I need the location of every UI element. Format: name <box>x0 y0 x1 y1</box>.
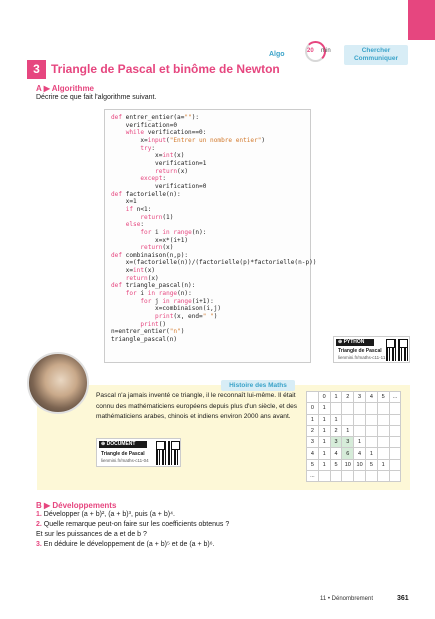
history-tag: Histoire des Maths <box>221 380 295 391</box>
pascal-portrait <box>27 352 89 414</box>
code-line <box>111 298 310 306</box>
code-token: ( <box>166 136 170 144</box>
code-line <box>111 313 310 321</box>
table-row <box>307 471 401 482</box>
table-cell: 1 <box>318 425 330 436</box>
code-token: verification=1 <box>111 159 207 167</box>
timer-value: 20 <box>307 48 314 54</box>
code-token: (x) <box>177 167 189 175</box>
code-token: return <box>125 274 148 282</box>
code-token <box>111 229 140 236</box>
question-3-text: En déduire le développement de (a + b)⁵ et de (a + b)⁶. <box>43 541 215 548</box>
table-cell: 6 <box>342 448 354 459</box>
python-link-title: Triangle de Pascal <box>338 348 382 354</box>
table-cell <box>377 448 389 459</box>
code-token: verification=0 <box>111 182 207 190</box>
table-cell <box>377 471 389 482</box>
table-cell <box>377 414 389 425</box>
code-token: print <box>155 313 174 321</box>
code-token: ): <box>191 114 200 121</box>
code-token: (x) <box>144 267 156 275</box>
table-cell <box>318 471 330 482</box>
footer-page-number: 361 <box>397 595 409 602</box>
code-line <box>111 168 310 176</box>
question-1 <box>36 511 175 518</box>
code-line <box>111 282 310 290</box>
code-token <box>111 221 126 228</box>
history-text: Pascal n'a jamais inventé ce triangle, il le reconnaît lui-même. Il était connu des mathématiciens européens depuis plus d'un siècle, et des mathématiciens arabes, chinois et indiens environ 2000 ans avant. <box>96 392 298 421</box>
code-token: x= <box>111 136 148 144</box>
document-link-url[interactable]: lienmini.fr/maths-c11-04 <box>101 458 149 463</box>
table-cell: 1 <box>342 425 354 436</box>
code-token: ) <box>180 328 185 336</box>
qr-code-icon[interactable] <box>156 441 180 465</box>
code-line <box>111 221 310 229</box>
code-line <box>111 252 310 260</box>
table-cell: 10 <box>342 459 354 470</box>
code-token: def <box>111 190 123 198</box>
code-line <box>111 237 310 245</box>
code-line <box>111 328 310 336</box>
table-cell: 5 <box>365 459 377 470</box>
table-row <box>307 414 401 425</box>
table-cell: 1 <box>330 414 342 425</box>
table-header-cell <box>307 392 319 403</box>
python-link-box[interactable] <box>333 336 410 363</box>
table-cell <box>354 471 366 482</box>
table-cell: 1 <box>377 459 389 470</box>
code-line <box>111 259 317 267</box>
table-cell <box>389 414 401 425</box>
code-line <box>111 183 310 191</box>
question-2 <box>36 521 229 528</box>
table-header-row <box>307 392 401 403</box>
table-cell <box>342 403 354 414</box>
code-token: (n): <box>191 228 207 236</box>
table-cell: 4 <box>354 448 366 459</box>
table-cell <box>365 471 377 482</box>
table-row <box>307 448 401 459</box>
code-line <box>111 198 310 206</box>
code-token: def <box>111 114 123 121</box>
competences-box <box>344 45 408 65</box>
code-token: triangle_pascal(n) <box>111 336 178 344</box>
code-line <box>111 160 310 168</box>
code-token: x=(factorielle(n))/(factorielle(p)*factorielle(n-p)) <box>111 259 317 267</box>
code-token: range <box>173 228 192 236</box>
code-token: : <box>140 221 145 229</box>
table-cell: 3 <box>330 437 342 448</box>
table-cell <box>342 471 354 482</box>
code-line <box>111 175 310 183</box>
code-token: x=combinaison(i,j) <box>111 305 222 313</box>
code-line <box>111 244 310 252</box>
code-line <box>111 275 310 283</box>
competence-chercher: Chercher <box>361 47 391 54</box>
algo-tag: Algo <box>269 51 285 58</box>
table-cell: 2 <box>307 425 319 436</box>
table-cell: 1 <box>318 414 330 425</box>
code-token <box>111 129 126 136</box>
code-token: in <box>147 290 156 298</box>
table-header-cell: 3 <box>354 392 366 403</box>
code-block <box>104 109 317 363</box>
code-token: i <box>151 228 163 236</box>
code-token: (x) <box>173 152 185 160</box>
code-line <box>111 214 310 222</box>
table-header-cell: 4 <box>365 392 377 403</box>
code-token <box>111 275 126 282</box>
code-token: () <box>158 320 167 328</box>
question-1-text: Développer (a + b)², (a + b)³, puis (a + b)⁴. <box>43 511 175 518</box>
code-line <box>111 114 310 122</box>
code-token: combinaison(n,p): <box>122 251 189 259</box>
code-token: (x) <box>147 274 159 282</box>
code-token: " " <box>202 313 214 321</box>
exercise-number: 3 <box>27 60 46 79</box>
code-token: range <box>173 297 192 305</box>
code-token: def <box>111 282 123 290</box>
document-link-box[interactable] <box>96 438 181 467</box>
pascal-triangle-table <box>306 391 401 482</box>
code-line <box>111 305 310 313</box>
table-cell <box>377 403 389 414</box>
code-token: return <box>155 167 178 175</box>
table-cell: 1 <box>318 403 330 414</box>
code-token <box>111 214 140 221</box>
code-token <box>111 298 140 305</box>
table-cell <box>377 425 389 436</box>
code-line <box>111 145 310 153</box>
code-token: for <box>125 290 137 298</box>
code-token: n<1: <box>133 205 152 213</box>
table-cell <box>365 437 377 448</box>
code-token: n=entrer_entier( <box>111 328 170 336</box>
code-token: ) <box>213 313 218 321</box>
table-cell <box>389 425 401 436</box>
table-cell: 1 <box>354 437 366 448</box>
code-token: input <box>147 136 167 144</box>
python-badge: ⊕ PYTHON <box>336 339 374 346</box>
document-link-title: Triangle de Pascal <box>101 451 145 457</box>
code-token: ) <box>261 136 266 144</box>
table-cell: 2 <box>330 425 342 436</box>
competence-communiquer: Communiquer <box>353 55 399 62</box>
table-cell: 1 <box>307 414 319 425</box>
code-token: (n): <box>177 290 192 298</box>
code-token: (x) <box>162 244 174 252</box>
table-cell: 4 <box>330 448 342 459</box>
table-cell: 5 <box>330 459 342 470</box>
table-header-cell: 5 <box>377 392 389 403</box>
code-token: else <box>125 221 141 229</box>
code-token <box>111 290 126 297</box>
table-cell: 3 <box>307 437 319 448</box>
code-line <box>111 191 310 199</box>
table-cell <box>330 403 342 414</box>
code-token: x=1 <box>111 198 137 206</box>
code-token: "n" <box>169 328 181 336</box>
table-cell: 1 <box>318 448 330 459</box>
code-token <box>111 175 140 182</box>
table-cell <box>365 403 377 414</box>
code-token: print <box>140 320 159 328</box>
question-2-continued: Et sur les puissances de a et de b ? <box>36 531 147 538</box>
table-header-cell: 1 <box>330 392 342 403</box>
code-token: def <box>111 251 123 259</box>
table-cell <box>389 471 401 482</box>
code-token: (x, end= <box>173 313 203 321</box>
table-cell <box>354 414 366 425</box>
table-cell <box>330 471 342 482</box>
table-cell: 1 <box>365 448 377 459</box>
code-line <box>111 137 310 145</box>
code-token: i <box>136 290 148 298</box>
section-a-heading: A ▶ Algorithme <box>36 84 95 93</box>
footer-chapter: 11 • Dénombrement <box>320 596 374 602</box>
code-token: "" <box>184 114 192 121</box>
table-cell <box>354 425 366 436</box>
table-cell <box>389 437 401 448</box>
table-cell <box>365 414 377 425</box>
document-badge: ⊕ DOCUMENT <box>99 441 147 448</box>
table-cell <box>342 414 354 425</box>
timer-unit: min <box>321 48 331 54</box>
exercise-title: Triangle de Pascal et binôme de Newton <box>51 62 280 76</box>
code-token: "Entrer un nombre entier" <box>169 136 262 144</box>
table-cell: 1 <box>318 437 330 448</box>
code-token <box>111 244 140 251</box>
code-token: factorielle(n): <box>122 190 181 198</box>
code-token: : <box>162 175 167 183</box>
section-a-question: Décrire ce que fait l'algorithme suivant. <box>36 94 157 101</box>
code-line <box>111 152 310 160</box>
code-token <box>111 168 155 175</box>
table-cell: 1 <box>318 459 330 470</box>
code-token: j <box>151 297 163 305</box>
code-token: x=x*(i+1) <box>111 236 189 244</box>
code-token: verification=0 <box>111 121 178 129</box>
table-cell <box>389 459 401 470</box>
code-line <box>111 290 310 298</box>
python-link-url[interactable]: lienmini.fr/maths-c11-11 <box>338 355 386 360</box>
code-token: x= <box>111 152 163 160</box>
code-token: for <box>140 297 152 305</box>
table-cell: 5 <box>307 459 319 470</box>
section-b-heading: B ▶ Développements <box>36 501 117 510</box>
table-row <box>307 437 401 448</box>
code-token: (i+1): <box>191 297 214 305</box>
code-token: return <box>140 213 163 221</box>
question-2-number: 2. <box>36 521 42 528</box>
code-line <box>111 206 310 214</box>
code-token: entrer_entier(a= <box>122 114 185 121</box>
code-token <box>111 206 126 213</box>
code-token: x= <box>111 267 134 275</box>
table-cell: 10 <box>354 459 366 470</box>
table-cell <box>389 403 401 414</box>
code-token: int <box>162 152 174 160</box>
question-2-text: Quelle remarque peut-on faire sur les coefficients obtenus ? <box>43 521 230 528</box>
code-token: verification==0: <box>144 129 207 137</box>
table-row <box>307 425 401 436</box>
code-token: in <box>162 228 170 236</box>
code-line <box>111 336 310 344</box>
table-row <box>307 403 401 414</box>
table-cell: ... <box>307 471 319 482</box>
code-token <box>111 313 155 320</box>
code-token: except <box>140 175 163 183</box>
code-line <box>111 321 310 329</box>
code-line <box>111 129 310 137</box>
code-token: (1) <box>162 213 174 221</box>
code-token: if <box>125 205 134 213</box>
code-line <box>111 267 310 275</box>
code-token: while <box>125 129 145 137</box>
table-row <box>307 459 401 470</box>
table-cell <box>354 403 366 414</box>
table-cell: 0 <box>307 403 319 414</box>
question-3-number: 3. <box>36 541 42 548</box>
table-cell <box>365 425 377 436</box>
code-token: : <box>151 144 156 152</box>
question-3 <box>36 541 215 548</box>
table-header-cell: 2 <box>342 392 354 403</box>
code-token: in <box>162 297 170 305</box>
code-token <box>111 145 140 152</box>
code-line <box>111 229 310 237</box>
code-token: try <box>140 144 152 152</box>
code-token: int <box>133 267 145 275</box>
table-cell <box>377 437 389 448</box>
code-token: for <box>140 228 152 236</box>
code-token: return <box>140 244 163 252</box>
table-cell: 4 <box>307 448 319 459</box>
table-cell: 3 <box>342 437 354 448</box>
qr-code-icon[interactable] <box>386 339 408 361</box>
table-header-cell: 0 <box>318 392 330 403</box>
code-token <box>111 321 140 328</box>
question-1-number: 1. <box>36 511 42 518</box>
page-edge-tab <box>408 0 435 40</box>
code-token: range <box>158 290 178 298</box>
table-cell <box>389 448 401 459</box>
table-header-cell: ... <box>389 392 401 403</box>
code-line <box>111 122 310 130</box>
code-token: triangle_pascal(n): <box>122 282 196 290</box>
